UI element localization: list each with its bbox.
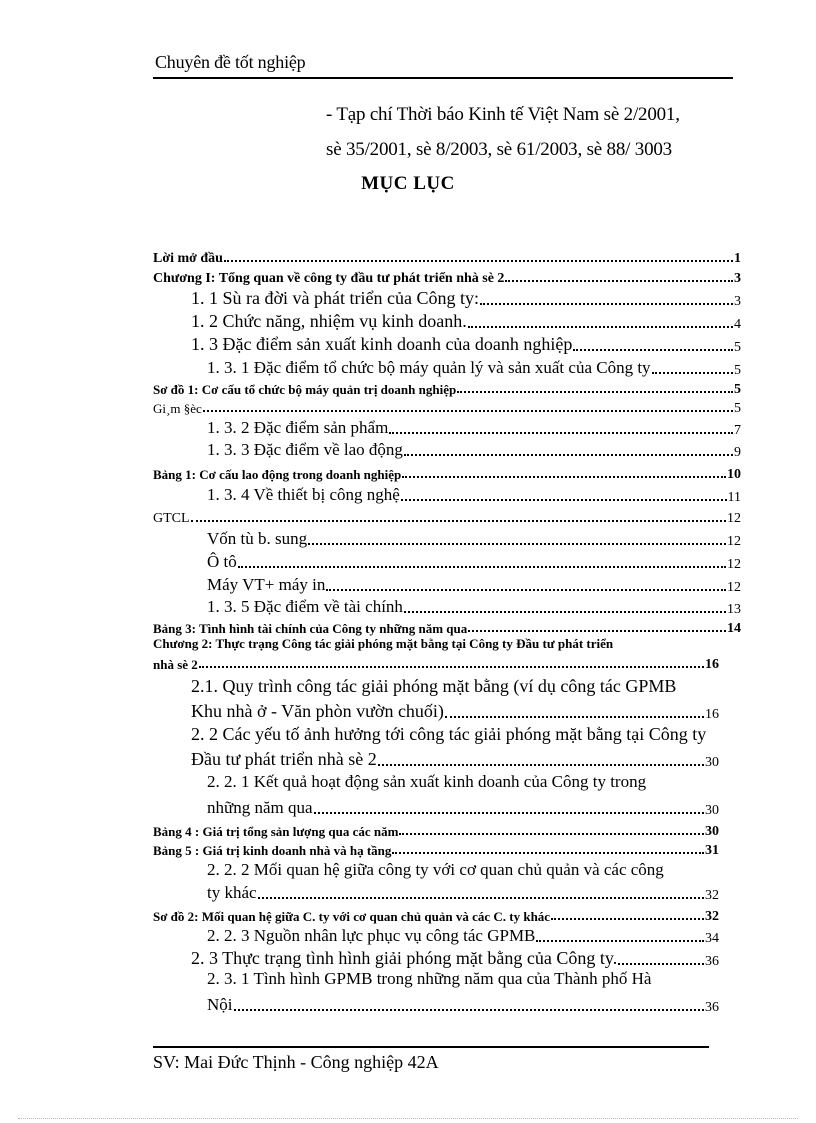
toc-leader [445, 716, 704, 718]
toc-entry-text: 1. 3. 5 Đặc điểm về tài chính [207, 597, 403, 617]
toc-leader [389, 432, 733, 434]
footer-text: SV: Mai Đức Thịnh - Công nghiệp 42A [153, 1052, 439, 1072]
toc-entry-page: 12 [727, 533, 741, 549]
toc-entry-text: 1. 3. 2 Đặc điểm sản phẩm [207, 418, 389, 438]
toc-entry-text: Lời mở đầu [153, 250, 223, 266]
toc-entry-page: 32 [705, 908, 719, 924]
toc-entry-page: 30 [705, 802, 719, 818]
toc-entry-text: Sơ đồ 2: Mối quan hệ giữa C. ty với cơ quan chủ quản và các C. ty khác [153, 908, 551, 924]
toc-entry-text: Bảng 5 : Giá trị kinh doanh nhà và hạ tầng [153, 842, 392, 858]
toc-entry-text: 1. 3. 1 Đặc điểm tổ chức bộ máy quản lý và sản xuất của Công ty [207, 358, 651, 378]
toc-entry-page: 13 [727, 601, 741, 617]
toc-entry-page: 12 [727, 510, 741, 526]
toc-leader [618, 963, 704, 965]
toc-entry-page: 5 [734, 381, 741, 397]
toc-entry-text: 1. 1 Sù ra đời và phát triển của Công ty: [191, 288, 479, 309]
toc-entry-text: GTCL [153, 510, 190, 526]
toc-entry-text: 2. 2. 1 Kết quả hoạt động sản xuất kinh doanh của Công ty trong [207, 772, 647, 791]
toc-entry[interactable] [153, 397, 741, 416]
toc-leader [399, 833, 704, 835]
toc-leader [308, 543, 726, 545]
toc-entry-page: 7 [734, 422, 741, 438]
toc-leader [457, 391, 733, 393]
toc-entry-text: 1. 2 Chức năng, nhiệm vụ kinh doanh. [191, 311, 467, 332]
toc-entry-text: Vốn tù b. sung [207, 529, 308, 549]
toc-entry-page: 36 [705, 953, 719, 969]
toc-entry-text-continued: Khu nhà ở - Văn phòn vườn chuối) [191, 701, 444, 722]
toc-leader [314, 812, 704, 814]
toc-entry-text: 1. 3 Đặc điểm sản xuất kinh doanh của doanh nghiệp [191, 334, 573, 355]
toc-entry-text-continued: những năm qua [207, 798, 313, 818]
page-edge-dots [18, 1118, 798, 1119]
toc-entry-page: 1 [734, 250, 741, 266]
toc-entry[interactable] [153, 572, 741, 595]
toc-entry-page: 32 [705, 887, 719, 903]
toc-entry-page: 3 [734, 270, 741, 286]
toc-entry-text: Ô tô [207, 552, 237, 572]
toc-leader [480, 303, 733, 305]
toc-entry-text: Gi¸m §èc [153, 400, 202, 416]
toc-leader [573, 349, 733, 351]
toc-leader [468, 630, 726, 632]
toc-entry[interactable] [153, 266, 741, 286]
toc-entry[interactable] [153, 309, 741, 332]
toc-entry-page: 11 [727, 489, 741, 505]
toc-entry[interactable] [153, 636, 741, 672]
toc-entry-page: 12 [727, 556, 741, 572]
toc-entry[interactable] [153, 770, 741, 820]
toc-entry-page: 14 [727, 620, 741, 636]
toc-entry-text: 1. 3. 4 Về thiết bị công nghệ [207, 485, 400, 505]
toc-entry[interactable] [153, 460, 741, 482]
toc-entry-text: Chương I: Tổng quan về công ty đầu tư phát triển nhà sè 2 [153, 270, 505, 286]
toc-entry[interactable] [153, 549, 741, 572]
toc-entry-page: 5 [734, 400, 741, 416]
toc-entry-page: 31 [705, 842, 719, 858]
toc-entry[interactable] [153, 904, 741, 924]
toc-entry[interactable] [153, 858, 741, 904]
toc-entry-text: Máy VT+ máy in [207, 575, 326, 595]
toc-entry-page: 10 [727, 466, 741, 482]
toc-leader [404, 611, 726, 613]
toc-entry[interactable] [153, 416, 741, 438]
toc-entry[interactable] [153, 355, 741, 378]
toc-entry-page: 5 [734, 339, 741, 355]
toc-entry[interactable] [153, 969, 741, 1015]
toc-leader [191, 520, 726, 522]
toc-leader [505, 280, 733, 282]
toc-leader [392, 852, 704, 854]
toc-entry-text: 1. 3. 3 Đặc điểm về lao động [207, 440, 403, 460]
header-rule [153, 77, 733, 79]
toc-entry-page: 16 [705, 656, 719, 672]
reference-line-2: sè 35/2001, sè 8/2003, sè 61/2003, sè 88/ 3003 [326, 139, 672, 160]
toc-leader [199, 666, 704, 668]
toc-entry-text-continued: Đầu tư phát triển nhà sè 2 [191, 749, 377, 770]
toc-entry[interactable] [153, 246, 741, 266]
toc-entry-page: 3 [734, 293, 741, 309]
toc-entry-text-continued: nhà sè 2 [153, 656, 198, 672]
toc-entry-page: 30 [705, 823, 719, 839]
toc-leader [468, 326, 733, 328]
toc-leader [402, 476, 726, 478]
toc-entry-page: 16 [705, 706, 719, 722]
reference-line-1: - Tạp chí Thời báo Kinh tế Việt Nam sè 2/2001, [326, 104, 680, 125]
toc-entry[interactable] [153, 505, 741, 526]
toc-leader [404, 454, 733, 456]
toc-entry-page: 9 [734, 444, 741, 460]
toc-leader [258, 897, 704, 899]
toc-entry-text: Sơ đồ 1: Cơ cấu tổ chức bộ máy quản trị doanh nghiệp [153, 381, 457, 397]
toc-entry[interactable] [153, 820, 741, 839]
toc-entry[interactable] [153, 672, 741, 724]
toc-entry[interactable] [153, 286, 741, 309]
toc-entry[interactable] [153, 438, 741, 460]
footer-rule [153, 1046, 709, 1048]
toc-leader [401, 499, 727, 501]
toc-entry[interactable] [153, 946, 741, 969]
toc-entry-text: 2.1. Quy trình công tác giải phóng mặt bằng (ví dụ công tác GPMB [191, 676, 677, 696]
toc-entry-page: 36 [705, 999, 719, 1015]
toc-leader [234, 1009, 705, 1011]
toc-leader [551, 918, 704, 920]
toc-entry[interactable] [153, 378, 741, 397]
toc-entry-text-continued: ty khác [207, 883, 257, 903]
toc-entry[interactable] [153, 924, 741, 946]
toc-entry[interactable] [153, 526, 741, 549]
toc-entry-text: 2. 3. 1 Tình hình GPMB trong những năm qua của Thành phố Hà [207, 969, 652, 988]
toc-leader [652, 372, 733, 374]
toc-entry-text: 2. 2. 3 Nguồn nhân lực phục vụ công tác GPMB [207, 926, 536, 946]
table-of-contents [153, 246, 741, 1015]
toc-entry-text: Bảng 1: Cơ cấu lao động trong doanh nghiệp [153, 466, 402, 482]
toc-leader [326, 589, 726, 591]
toc-entry-text: Bảng 4 : Giá trị tổng sản lượng qua các năm [153, 823, 399, 839]
toc-entry-text-continued: Nội [207, 995, 233, 1015]
toc-entry[interactable] [153, 839, 741, 858]
header-title: Chuyên đề tốt nghiệp [155, 52, 306, 72]
toc-entry[interactable] [153, 482, 741, 505]
toc-leader [536, 940, 704, 942]
toc-entry-text: 2. 3 Thực trạng tình hình giải phóng mặt bằng của Công ty. [191, 948, 618, 969]
toc-entry[interactable] [153, 595, 741, 617]
toc-leader [203, 410, 733, 412]
toc-leader [378, 764, 704, 766]
toc-entry-text: Chương 2: Thực trạng Công tác giải phóng mặt bằng tại Công ty Đầu tư phát triển [153, 636, 614, 651]
toc-entry[interactable] [153, 724, 741, 770]
toc-entry-page: 4 [734, 316, 741, 332]
toc-entry-text: Bảng 3: Tình hình tài chính của Công ty những năm qua [153, 620, 468, 636]
toc-leader [224, 260, 733, 262]
toc-entry[interactable] [153, 617, 741, 636]
toc-entry-page: 5 [734, 362, 741, 378]
toc-heading: MỤC LỤC [361, 173, 455, 194]
toc-entry-text: 2. 2. 2 Mối quan hệ giữa công ty với cơ quan chủ quản và các công [207, 860, 664, 879]
toc-entry-page: 12 [727, 579, 741, 595]
toc-entry-text: 2. 2 Các yếu tố ảnh hưởng tới công tác giải phóng mặt bằng tại Công ty [191, 724, 707, 744]
toc-leader [238, 566, 726, 568]
toc-entry-page: 34 [705, 930, 719, 946]
toc-entry[interactable] [153, 332, 741, 355]
toc-entry-page: 30 [705, 754, 719, 770]
